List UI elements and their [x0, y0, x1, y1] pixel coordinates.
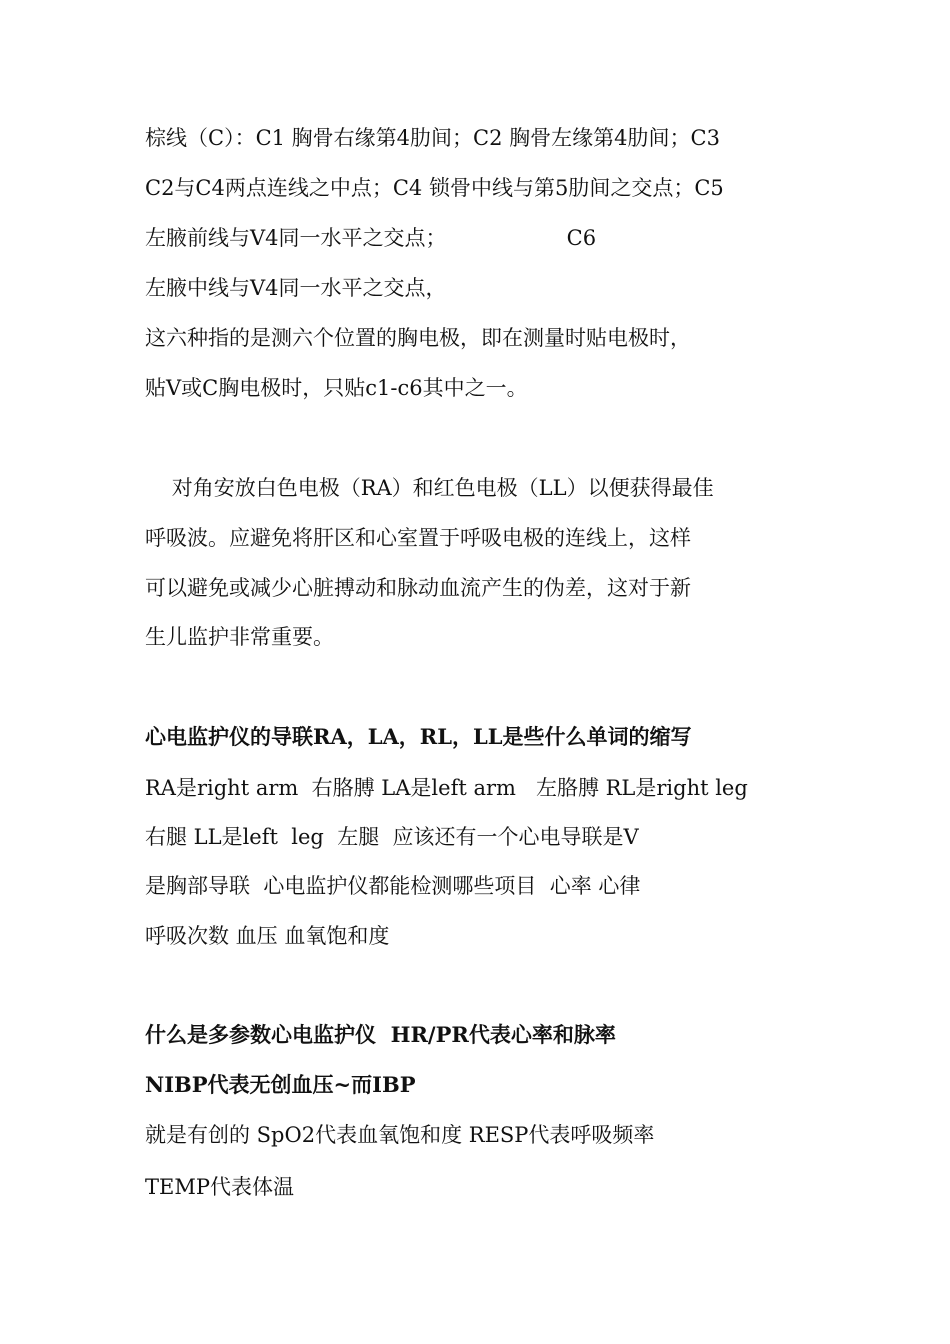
paragraph-line: RA是right arm 右胳膊 LA是left arm 左胳膊 RL是right leg [145, 776, 748, 800]
paragraph-line: 是胸部导联 心电监护仪都能检测哪些项目 心率 心律 [145, 874, 641, 898]
paragraph-line: 就是有创的 SpO2代表血氧饱和度 RESP代表呼吸频率 [145, 1123, 655, 1147]
paragraph-line: 可以避免或减少心脏搏动和脉动血流产生的伪差，这对于新 [145, 576, 691, 600]
paragraph-line: C2与C4两点连线之中点；C4 锁骨中线与第5肋间之交点；C5 [145, 176, 724, 200]
paragraph-line: 右腿 LL是left leg 左腿 应该还有一个心电导联是V [145, 825, 639, 849]
paragraph-line: 贴V或C胸电极时，只贴c1-c6其中之一。 [145, 376, 528, 400]
section-heading: 什么是多参数心电监护仪 HR/PR代表心率和脉率 [145, 1022, 616, 1047]
paragraph-line: 左腋中线与V4同一水平之交点， [145, 276, 447, 300]
paragraph-line: 这六种指的是测六个位置的胸电极，即在测量时贴电极时， [145, 326, 691, 350]
paragraph-line: 棕线（C）：C1 胸骨右缘第4肋间；C2 胸骨左缘第4肋间；C3 [145, 126, 720, 150]
paragraph-line: 左腋前线与V4同一水平之交点； C6 [145, 226, 597, 250]
paragraph-line: TEMP代表体温 [145, 1175, 294, 1199]
paragraph-line: 呼吸次数 血压 血氧饱和度 [145, 924, 390, 948]
section-subheading: NIBP代表无创血压~而IBP [145, 1072, 416, 1097]
paragraph-line: 对角安放白色电极（RA）和红色电极（LL）以便获得最佳 [145, 476, 714, 500]
paragraph-line: 呼吸波。应避免将肝区和心室置于呼吸电极的连线上，这样 [145, 526, 691, 550]
paragraph-line: 生儿监护非常重要。 [145, 625, 334, 649]
section-heading: 心电监护仪的导联RA，LA，RL，LL是些什么单词的缩写 [145, 724, 692, 749]
